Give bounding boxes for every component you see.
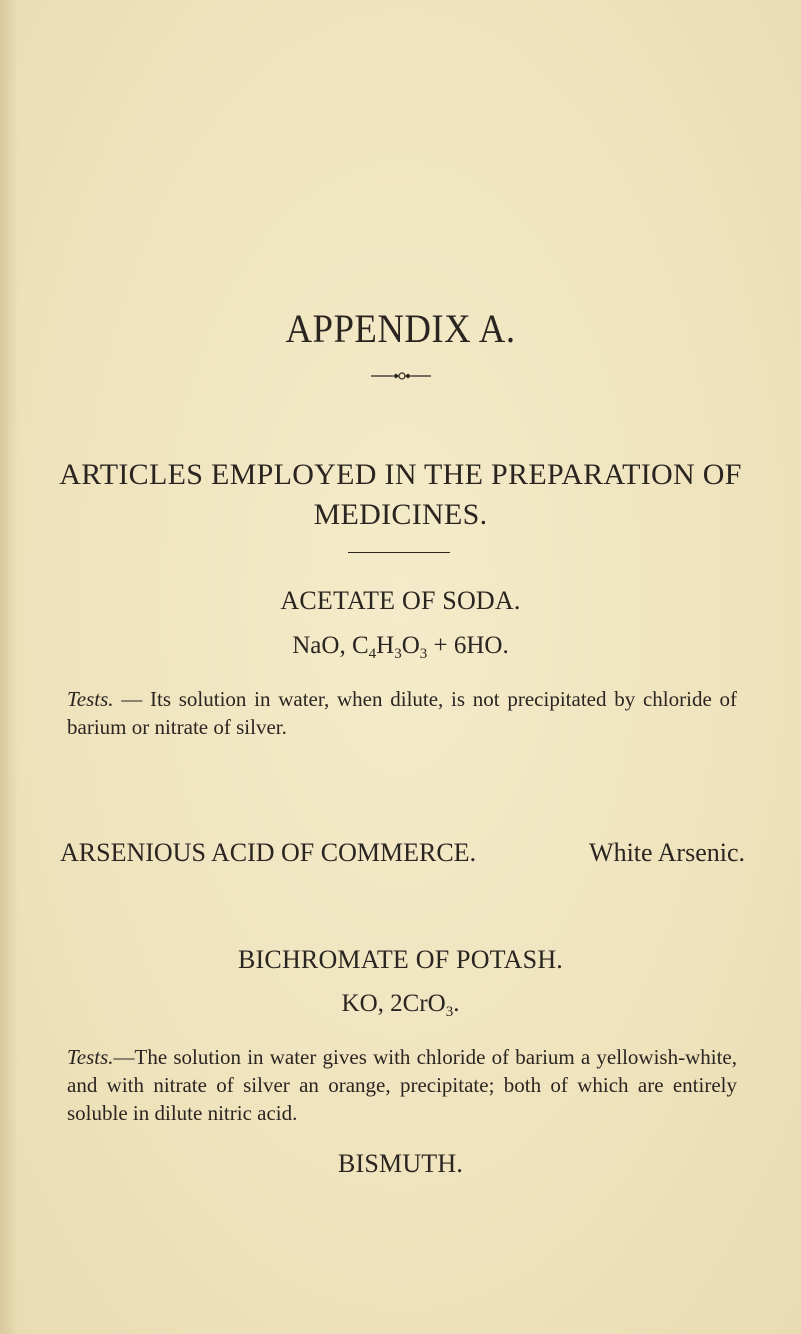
formula-text: H xyxy=(376,632,395,659)
arsenious-line xyxy=(60,837,745,869)
main-title-line-1: ARTICLES EMPLOYED IN THE PREPARATION OF xyxy=(59,458,742,491)
formula-text: . xyxy=(453,990,460,1017)
tests-text: —The solution in water gives with chloride of barium a yellowish-white, and with nitrate of silver an orange, precipitate; both of which are entirely soluble in dilute nitric acid. xyxy=(67,1045,737,1125)
formula-text: KO, 2CrO xyxy=(341,990,446,1017)
formula-subscript: 3 xyxy=(419,646,428,662)
bichromate-heading: BICHROMATE OF POTASH. xyxy=(238,945,563,974)
bismuth-heading: BISMUTH. xyxy=(337,1149,464,1178)
formula-subscript: 3 xyxy=(394,646,402,662)
appendix-title: APPENDIX A. xyxy=(285,306,516,351)
section-rule xyxy=(348,552,450,553)
acetate-formula xyxy=(0,630,801,670)
arsenious-heading: ARSENIOUS ACID OF COMMERCE. xyxy=(60,838,477,867)
bichromate-tests-paragraph xyxy=(67,1043,737,1127)
formula-subscript: 4 xyxy=(368,646,377,662)
acetate-heading: ACETATE OF SODA. xyxy=(280,586,521,615)
formula-text: NaO, C xyxy=(292,632,369,659)
ornament-divider-icon xyxy=(371,370,431,382)
bichromate-formula xyxy=(0,988,801,1028)
tests-label: Tests. xyxy=(67,1045,114,1069)
formula-text: O xyxy=(401,632,420,659)
tests-text: — Its solution in water, when dilute, is not precipitated by chloride of barium or nitrate of silver. xyxy=(67,687,737,739)
acetate-tests-paragraph xyxy=(67,685,737,741)
formula-subscript: 3 xyxy=(445,1004,454,1020)
formula-text: + 6HO. xyxy=(427,632,509,659)
tests-label: Tests. xyxy=(67,687,114,711)
arsenious-common-name: White Arsenic. xyxy=(589,838,745,867)
main-title-line-2: MEDICINES. xyxy=(313,498,488,531)
